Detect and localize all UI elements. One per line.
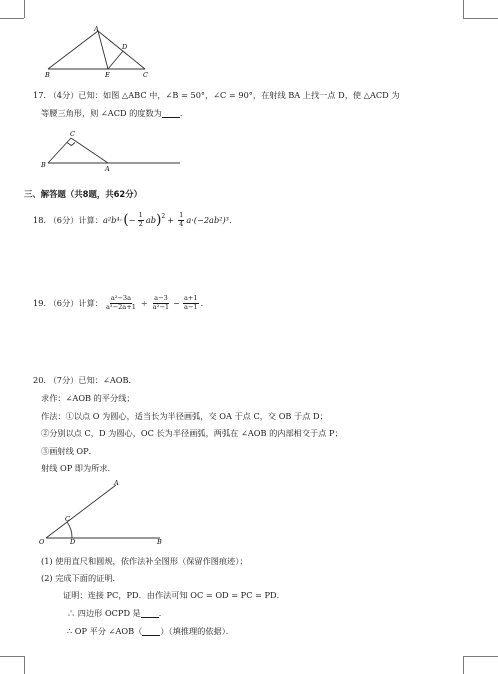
q17-line2-text: 等腰三角形，则 ∠ACD 的度数为 (41, 108, 162, 118)
q20-label-A: A (114, 479, 119, 487)
q20-line5: ③画射线 OP． (41, 446, 97, 456)
q20-proof3 (67, 626, 234, 636)
frac-den: 2 (138, 219, 143, 228)
q20-label-D: D (70, 538, 76, 546)
label-E: E (105, 71, 110, 79)
q19-divide: ÷ (140, 298, 148, 308)
q19-end: ． (200, 297, 209, 308)
q18-fraction-half (138, 212, 144, 228)
q20-line4: ②分别以点 C，D 为圆心，OC 长为半径画弧，两弧在 ∠AOB 的内部相交于点 P； (41, 428, 343, 438)
q19-minus: − (173, 298, 180, 308)
q20-line2: 求作：∠AOB 的平分线； (41, 393, 135, 403)
q20-proof1: 证明：连接 PC，PD．由作法可知 OC = OD = PC = PD． (63, 590, 285, 600)
q18-paren-open: ( (123, 212, 129, 228)
frac-num: a+1 (183, 294, 198, 302)
q20-sub1: (1) 使用直尺和圆规，依作法补全图形（保留作图痕迹）； (41, 556, 248, 566)
crop-mark-top-left (24, 0, 25, 18)
crop-mark-top-left-h (0, 18, 24, 19)
crop-mark-top-right (463, 0, 464, 18)
frac-num: a−3 (154, 294, 168, 302)
q19-fraction-3 (183, 295, 199, 311)
answer-blank[interactable] (141, 609, 159, 618)
q20-proof3-end: ）（填推理的依据）． (160, 626, 234, 636)
q20-line1: 20. （7分）已知：∠AOB． (33, 375, 137, 385)
frac-den: 4 (179, 219, 184, 228)
q19-fraction-1 (105, 295, 137, 311)
q19-fraction-2 (152, 295, 170, 311)
figure-ray-triangle (38, 126, 188, 172)
q18-exponent: 2 (161, 212, 166, 220)
frac-num: a²−3a (110, 294, 132, 302)
crop-mark-bottom-right-h (463, 656, 498, 657)
crop-mark-top-right-h (463, 18, 498, 19)
label-A: A (94, 25, 99, 33)
frac-num: 1 (179, 211, 184, 219)
answer-blank[interactable] (142, 627, 160, 636)
q20-label-C: C (65, 515, 70, 523)
label-C: C (143, 71, 148, 79)
q17-line2 (41, 108, 188, 118)
q18-paren-close: ) (155, 212, 162, 228)
frac-den: a²−1 (152, 302, 170, 311)
crop-mark-bottom-left (24, 656, 25, 674)
q18-prefix: 18. （6分）计算： (33, 214, 103, 225)
crop-mark-bottom-left-h (0, 656, 24, 657)
q18-fraction-quarter (178, 212, 184, 228)
frac-num: 1 (138, 211, 143, 219)
section-heading: 三、解答题（共8题，共62分） (24, 189, 142, 199)
figure-triangle-abd (40, 24, 160, 80)
fig2-label-B: B (41, 161, 46, 169)
q20-proof2-text: ∴ 四边形 OCPD 是 (67, 608, 141, 618)
q19-row (33, 293, 209, 313)
q20-proof2 (67, 608, 167, 618)
q18-term1: a²b⁴· (102, 215, 123, 225)
q18-plus: + (167, 215, 175, 225)
frac-den: a²−2a+1 (105, 302, 136, 311)
q17-line1: 17. （4分）已知：如图 △ABC 中，∠B = 50°，∠C = 90°，在射线 BA 上找一点 D，使 △ACD 为 (33, 90, 400, 100)
fig2-label-C: C (70, 130, 75, 138)
q20-label-B: B (157, 538, 162, 546)
fig2-label-A: A (105, 165, 110, 172)
crop-mark-bottom-right (463, 656, 464, 674)
q18-ab: ab (145, 215, 156, 225)
label-B: B (45, 71, 50, 79)
q20-proof3-text: ∴ OP 平分 ∠AOB（ (67, 626, 143, 636)
q19-prefix: 19. （6分）计算： (33, 297, 103, 308)
q18-minus: − (128, 215, 136, 225)
q20-line3: 作法：①以点 O 为圆心，适当长为半径画弧，交 OA 于点 C，交 OB 于点 D； (41, 411, 328, 421)
q20-line6: 射线 OP 即为所求． (41, 463, 116, 473)
q18-term2: a·(−2ab²)³． (186, 214, 238, 225)
q17-line2-end: ． (179, 108, 189, 118)
frac-den: a−1 (183, 302, 198, 311)
figure-angle-aob (38, 478, 168, 546)
label-D: D (122, 43, 128, 51)
answer-blank[interactable] (162, 109, 180, 118)
q20-label-O: O (39, 538, 45, 546)
q20-proof2-end: ． (158, 608, 167, 618)
q18-row (33, 207, 237, 233)
q20-sub2: (2) 完成下面的证明． (41, 573, 121, 583)
